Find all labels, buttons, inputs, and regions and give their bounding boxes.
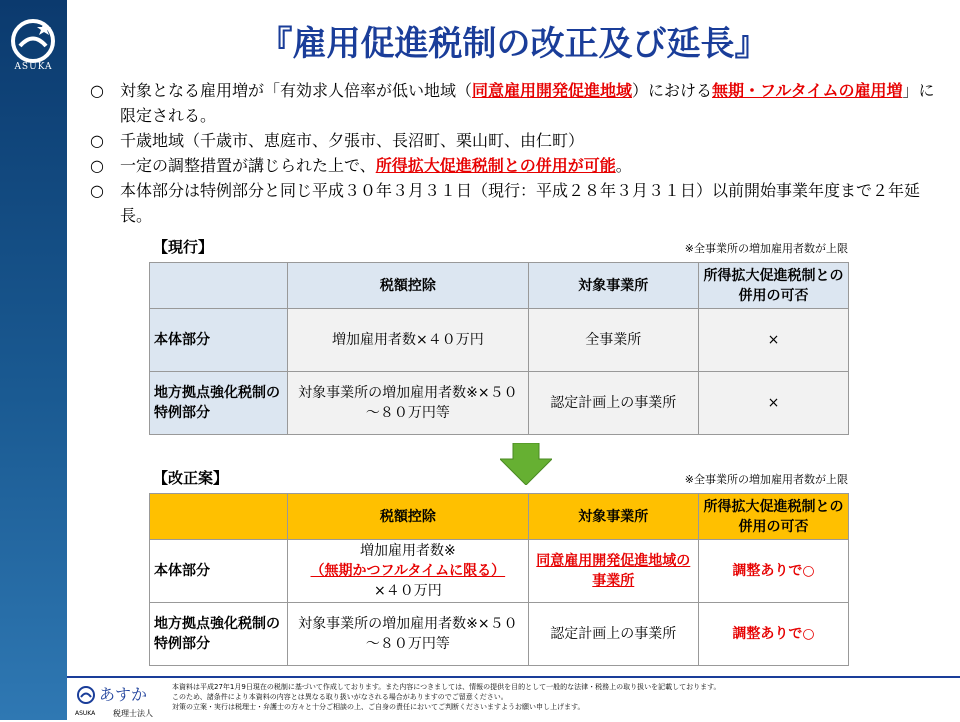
bullet-item: ○ 千歳地域（千歳市、恵庭市、夕張市、長沼町、栗山町、由仁町） bbox=[90, 128, 950, 153]
bullet-text: 本体部分は特例部分と同じ平成３０年３月３１日（現行：平成２８年３月３１日）以前開始事業年度まで２年延長。 bbox=[120, 181, 921, 225]
logo-text: ASUKA bbox=[14, 62, 53, 72]
table-cell: 認定計画上の事業所 bbox=[528, 372, 698, 435]
bullet-item: ○ 本体部分は特例部分と同じ平成３０年３月３１日（現行：平成２８年３月３１日）以前開始事業年度まで２年延長。 bbox=[90, 178, 950, 228]
table-header-cell: 対象事業所 bbox=[528, 263, 698, 309]
footer bbox=[67, 676, 960, 722]
table-cell: 認定計画上の事業所 bbox=[528, 603, 698, 666]
footer-brand-en: ASUKA bbox=[75, 710, 96, 717]
table-header-cell: 税額控除 bbox=[287, 494, 528, 540]
current-section-label: 【現行】 bbox=[153, 238, 214, 256]
bullet-item: ○ 対象となる雇用増が「有効求人倍率が低い地域（同意雇用開発促進地域）における無期・フルタイムの雇用増」に限定される。 bbox=[90, 78, 950, 128]
table-cell: 全事業所 bbox=[528, 309, 698, 372]
table-row bbox=[150, 309, 849, 372]
revised-note: ※全事業所の増加雇用者数が上限 bbox=[684, 473, 848, 486]
table-cell: 調整ありで○ bbox=[698, 603, 848, 666]
footer-brand-sub: 税理士法人 bbox=[113, 709, 153, 718]
footer-logo bbox=[75, 682, 155, 722]
table-header-cell: 所得拡大促進税制との併用の可否 bbox=[698, 494, 848, 540]
table-row bbox=[150, 603, 849, 666]
table-cell: 増加雇用者数×４０万円 bbox=[287, 309, 528, 372]
sidebar bbox=[0, 0, 67, 720]
table-header-row bbox=[150, 263, 849, 309]
table-header-cell: 所得拡大促進税制との併用の可否 bbox=[698, 263, 848, 309]
row-header: 地方拠点強化税制の特例部分 bbox=[150, 372, 288, 435]
footer-brand-name: あすか bbox=[99, 685, 148, 704]
table-header-cell: 対象事業所 bbox=[528, 494, 698, 540]
table-header-cell bbox=[150, 263, 288, 309]
current-table bbox=[149, 262, 849, 435]
row-header: 地方拠点強化税制の特例部分 bbox=[150, 603, 288, 666]
table-header-row bbox=[150, 494, 849, 540]
table-cell: × bbox=[698, 309, 848, 372]
table-cell: 増加雇用者数※ （無期かつフルタイムに限る） ×４０万円 bbox=[287, 540, 528, 603]
current-note: ※全事業所の増加雇用者数が上限 bbox=[684, 242, 848, 255]
revised-table bbox=[149, 493, 849, 666]
table-header-cell: 税額控除 bbox=[287, 263, 528, 309]
table-cell: 対象事業所の増加雇用者数※×５０～８０万円等 bbox=[287, 372, 528, 435]
down-arrow-icon bbox=[500, 443, 552, 485]
bullet-list bbox=[90, 78, 950, 228]
table-cell: 同意雇用開発促進地域の事業所 bbox=[528, 540, 698, 603]
table-row bbox=[150, 540, 849, 603]
bullet-text: 一定の調整措置が講じられた上で、所得拡大促進税制との併用が可能。 bbox=[120, 156, 632, 175]
table-cell: 調整ありで○ bbox=[698, 540, 848, 603]
bullet-text: 千歳地域（千歳市、恵庭市、夕張市、長沼町、栗山町、由仁町） bbox=[120, 131, 585, 150]
revised-section-label: 【改正案】 bbox=[153, 469, 229, 487]
row-header: 本体部分 bbox=[150, 309, 288, 372]
disclaimer: 本資料は平成27年1月9日現在の税制に基づいて作成しております。また内容につきましては、情報の提供を目的として一般的な法律・税務上の取り扱いを記載しております。 このため、諸条件により本資料の内容とは異なる取り扱いがなされる場合がありますのでご留意ください。 対策の立案・実行は税理士・弁護士の方々と十分ご相談の上、ご自身の責任においてご判断くださいますようお願い申し上げます。 bbox=[172, 683, 721, 711]
bullet-text: 対象となる雇用増が「有効求人倍率が低い地域（同意雇用開発促進地域）における無期・フルタイムの雇用増」に限定される。 bbox=[120, 81, 935, 125]
row-header: 本体部分 bbox=[150, 540, 288, 603]
bullet-item: ○ 一定の調整措置が講じられた上で、所得拡大促進税制との併用が可能。 bbox=[90, 153, 950, 178]
table-cell: × bbox=[698, 372, 848, 435]
asuka-emblem-icon bbox=[75, 684, 97, 706]
table-header-cell bbox=[150, 494, 288, 540]
table-cell: 対象事業所の増加雇用者数※×５０～８０万円等 bbox=[287, 603, 528, 666]
page-title: 『雇用促進税制の改正及び延長』 bbox=[258, 24, 769, 64]
table-row bbox=[150, 372, 849, 435]
